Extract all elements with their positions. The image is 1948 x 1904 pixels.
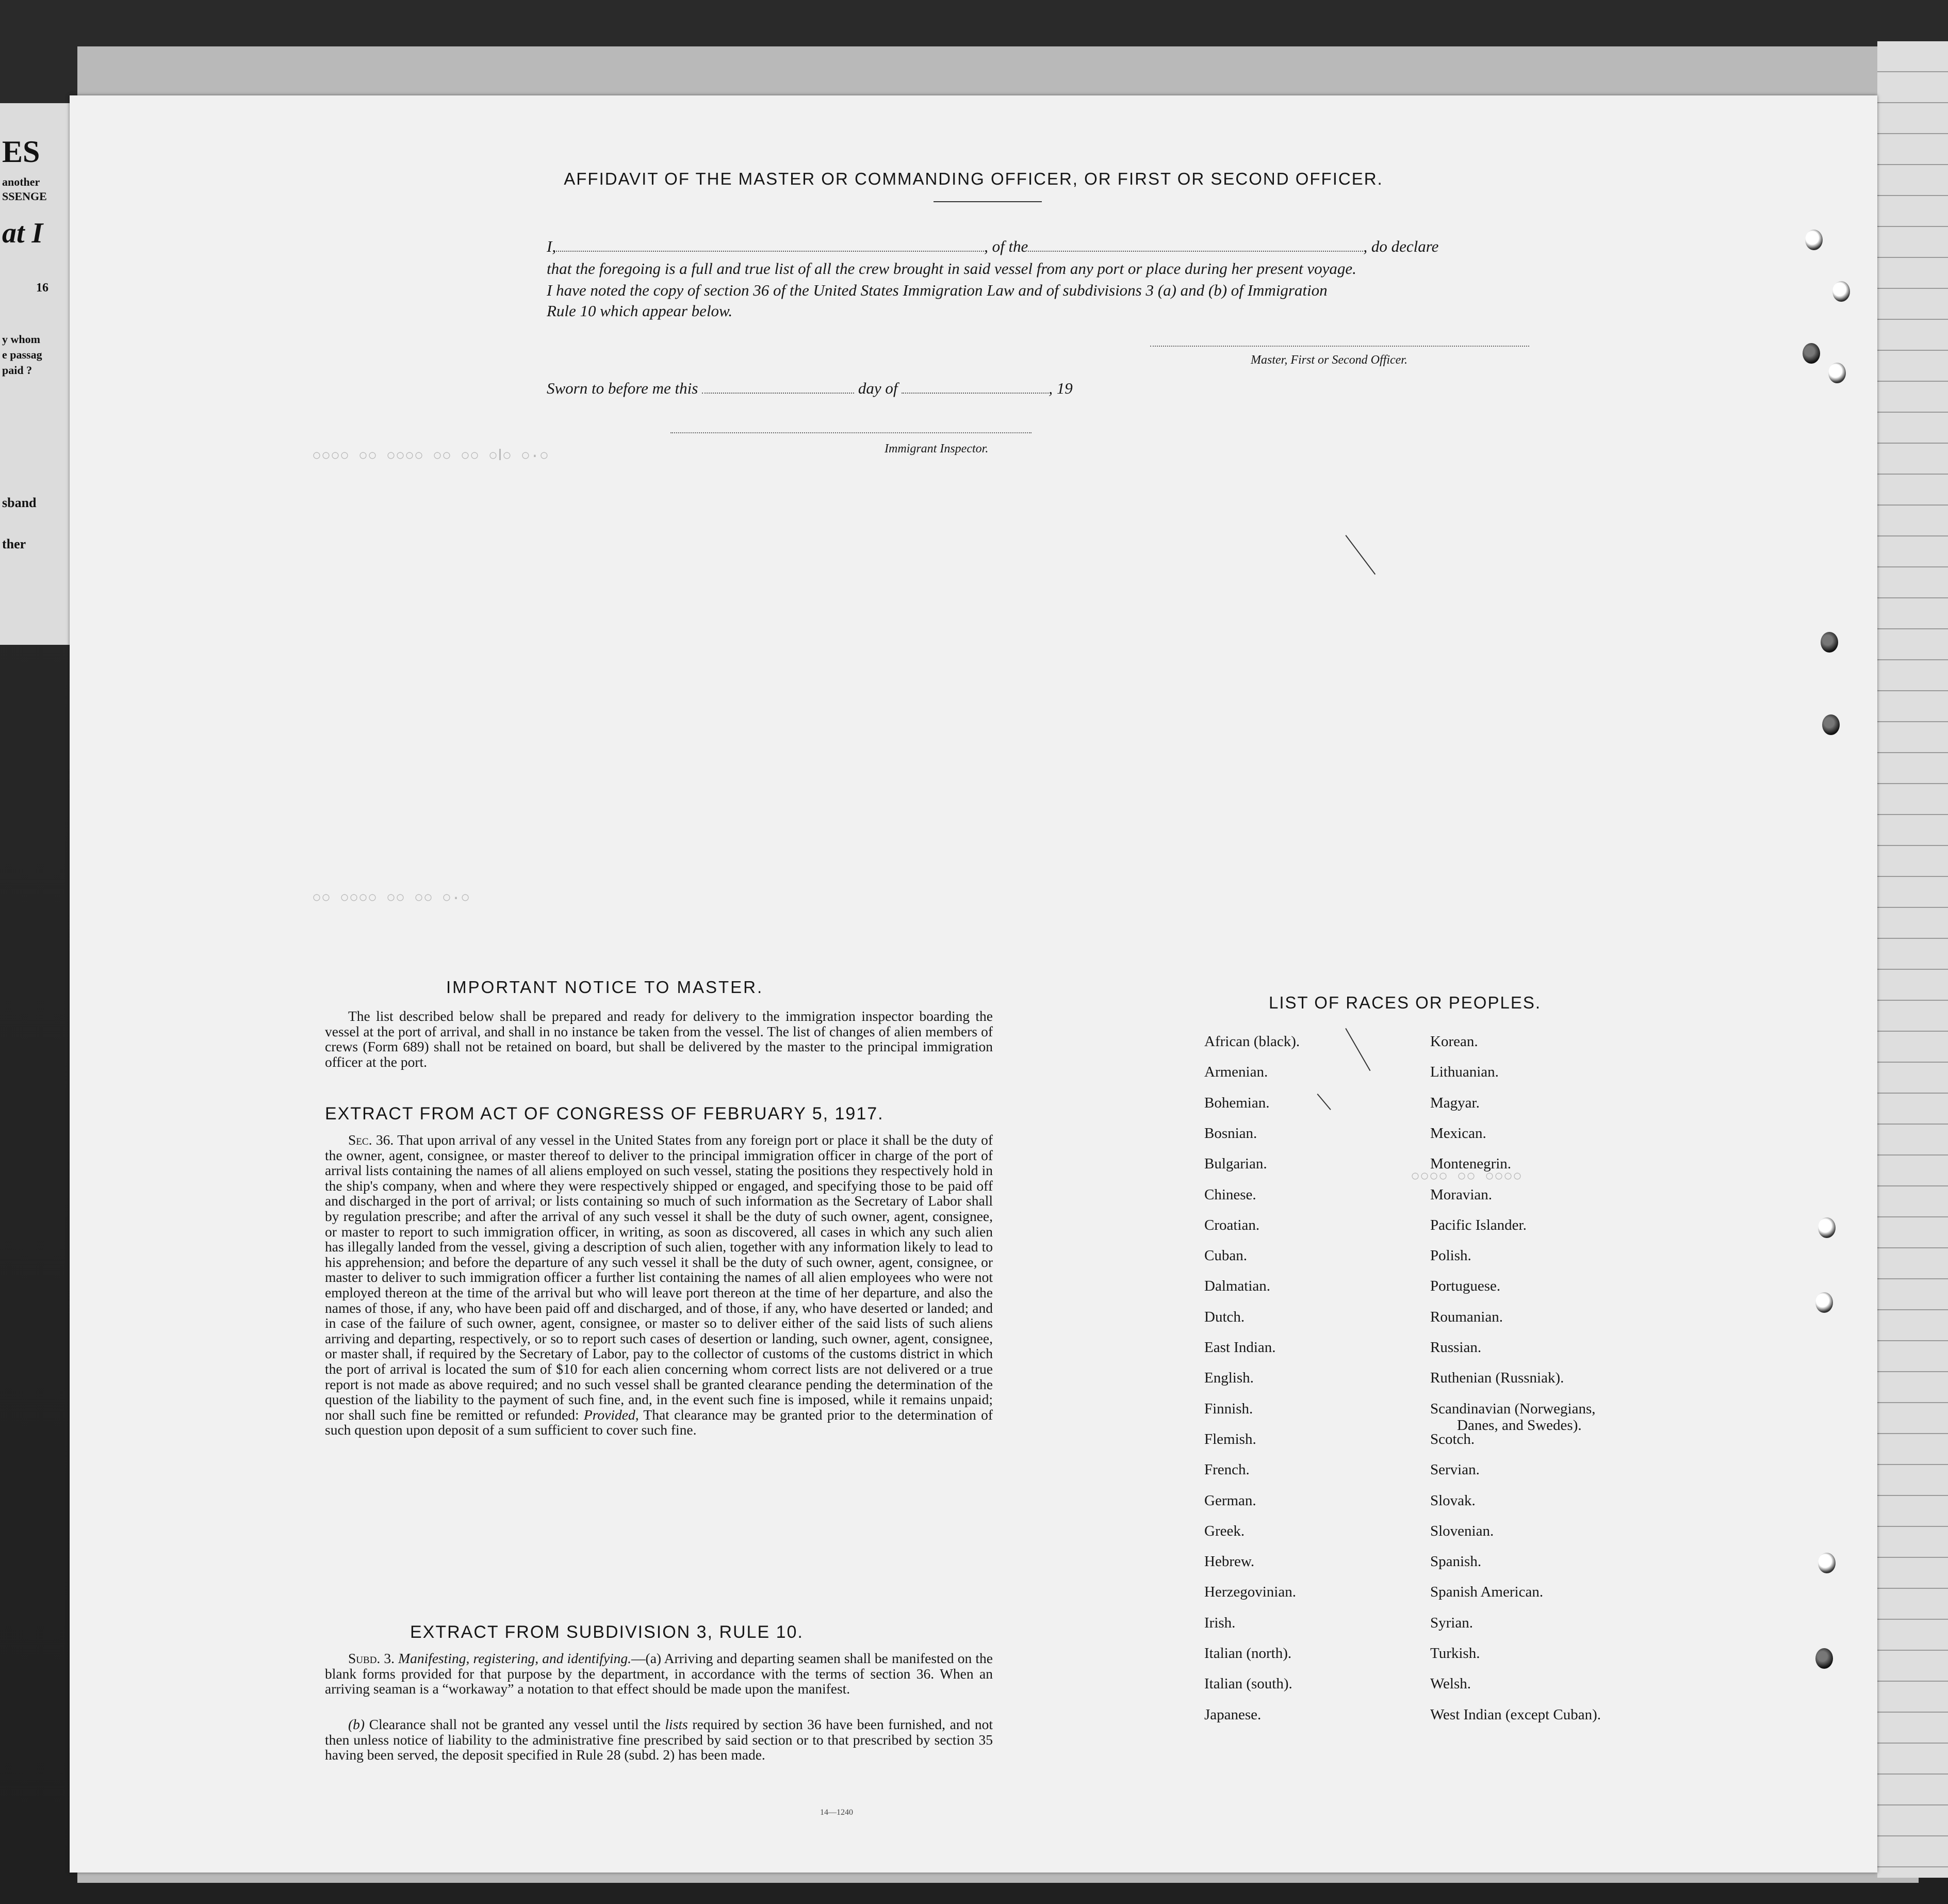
strip-text: paid ?: [2, 364, 32, 377]
race-item: Croatian.: [1204, 1216, 1260, 1233]
race-item: Slovenian.: [1430, 1522, 1494, 1539]
race-item: West Indian (except Cuban).: [1430, 1706, 1601, 1723]
rule10-title: EXTRACT FROM SUBDIVISION 3, RULE 10.: [410, 1622, 804, 1642]
race-item: Bosnian.: [1204, 1125, 1257, 1142]
race-item: Bohemian.: [1204, 1094, 1270, 1111]
act-body: That upon arrival of any vessel in the United States from any foreign port or place it shall be the duty of the owner, agent, consignee, or master thereof to deliver to the principal immigration officer in charge of the port of arrival lists containing the names of all aliens employed on such vessel, stating the positions they respectively hold in the ship's company, when and where they were respectively shipped or engaged, and specifying those to be paid off and discharged in the port of arrival; or lists containing so much of such information as the Secretary of Labor shall by regulation prescribe; and after the arrival of any such vessel it shall be the duty of such owner, agent, consignee, or master to report to such immigration officer, in writing, as soon as discovered, all cases in which any such alien has illegally landed from the vessel, giving a description of such alien, together with any information likely to lead to his apprehension; and before the departure of any such vessel it shall be the duty of such owner, agent, consignee, or master to deliver to such immigration officer a further list containing the names of all alien employees who were not employed thereon at the time of the arrival but who will leave port thereon at the time of her departure, and also the names of those, if any, who have been paid off and discharged, and of those, if any, who have deserted or landed; and in case of the failure of such owner, agent, consignee, or master so to deliver either of the said lists of such aliens arriving and departing, respectively, or so to report such cases of desertion or landing, such owner, agent, consignee, or master shall, if required by the Secretary of Labor, pay to the collector of customs of the customs district in which the port of arrival is located the sum of $10 for each alien concerning whom correct lists are not delivered or a true report is not made as above required; and no such vessel shall be granted clearance pending the determination of the question of the liability to the payment of such fine, and, in the event such fine is imposed, while it remains unpaid; nor shall such fine be remitted or refunded:: [325, 1132, 993, 1423]
race-item: Pacific Islander.: [1430, 1216, 1527, 1233]
strip-text: y whom: [2, 333, 40, 346]
vessel-blank[interactable]: [1028, 251, 1363, 252]
sworn-day-label: day of: [858, 379, 898, 397]
race-item: Dutch.: [1204, 1308, 1245, 1325]
right-adjacent-page-strip: [1877, 41, 1948, 1878]
race-item: Russian.: [1430, 1339, 1482, 1356]
race-item: Magyar.: [1430, 1094, 1480, 1111]
strip-text: another: [2, 175, 40, 188]
declare-end: , do declare: [1363, 237, 1439, 255]
race-item: Montenegrin.: [1430, 1156, 1512, 1173]
notice-text: The list described below shall be prepared and ready for delivery to the immigration inspector boarding the vessel at the port of arrival, and shall in no instance be taken from the vessel. The list of changes of alien members of crews (Form 689) shall not be retained on board, but shall be delivered by the master to the principal immigration officer at the port.: [325, 1008, 993, 1070]
race-item: Greek.: [1204, 1522, 1245, 1539]
inspector-signature-line[interactable]: [670, 432, 1032, 433]
race-item: Bulgarian.: [1204, 1156, 1267, 1173]
subd-b-label: (b): [348, 1716, 365, 1732]
punch-hole: [1805, 230, 1823, 250]
race-item: Korean.: [1430, 1033, 1478, 1050]
race-item: Slovak.: [1430, 1492, 1476, 1509]
race-item: Irish.: [1204, 1614, 1236, 1631]
declaration-line-4: Rule 10 which appear below.: [547, 302, 733, 320]
race-item: Finnish.: [1204, 1400, 1253, 1417]
declaration-line-3: I have noted the copy of section 36 of the United States Immigration Law and of subdivisions 3 (a) and (b) of Immigration: [547, 281, 1328, 299]
race-item: Dalmatian.: [1204, 1278, 1271, 1295]
subd-text-a: —(a) Arriving and departing seamen shall be manifested on the blank forms provided for that purpose by the department, in accordance with the terms of section 36. When an arriving seaman is a “workaway” a notation to that effect should be made upon the manifest.: [325, 1650, 993, 1697]
race-item: Turkish.: [1430, 1645, 1480, 1662]
race-item: Danes, and Swedes).: [1457, 1417, 1582, 1434]
race-item: Portuguese.: [1430, 1278, 1501, 1295]
race-item: Scotch.: [1430, 1430, 1475, 1447]
race-item: Welsh.: [1430, 1675, 1471, 1693]
declaration-line-2: that the foregoing is a full and true list of all the crew brought in said vessel from any port or place during her present voyage.: [547, 259, 1356, 278]
race-item: Italian (north).: [1204, 1645, 1292, 1662]
punch-hole: [1828, 363, 1846, 383]
pen-mark: [1317, 1094, 1331, 1110]
declare-of-the: , of the: [984, 237, 1028, 255]
race-item: English.: [1204, 1370, 1254, 1387]
declaration-line: [547, 237, 1438, 256]
strip-text: ES: [2, 135, 40, 169]
race-item: Japanese.: [1204, 1706, 1262, 1723]
race-item: Moravian.: [1430, 1186, 1492, 1203]
strip-text: e passag: [2, 348, 42, 361]
bleed-through: ○○○○ ○○ ○○○○: [1411, 1168, 1523, 1186]
inspector-signature-caption: Immigrant Inspector.: [885, 442, 989, 455]
race-item: Armenian.: [1204, 1064, 1268, 1081]
race-item: Italian (south).: [1204, 1675, 1292, 1693]
race-item: Hebrew.: [1204, 1553, 1255, 1570]
punch-hole: [1818, 1217, 1836, 1238]
affidavit-title: AFFIDAVIT OF THE MASTER OR COMMANDING OFFICER, OR FIRST OR SECOND OFFICER.: [564, 169, 1383, 188]
punch-hole: [1832, 281, 1850, 302]
bleed-through: ○·○ ○Ⅰ○ ○○ ○○ ○○○○ ○○ ○○○○: [312, 448, 549, 465]
act-provided: Provided,: [583, 1406, 639, 1423]
act-title: EXTRACT FROM ACT OF CONGRESS OF FEBRUARY 5, 1917.: [325, 1104, 884, 1124]
punch-hole: [1818, 1553, 1836, 1573]
declare-i: I,: [547, 237, 556, 255]
sworn-year-label: , 19: [1049, 379, 1073, 397]
subd-label: Subd. 3.: [348, 1650, 395, 1666]
rule10-text-a: [325, 1651, 993, 1697]
race-item: Syrian.: [1430, 1614, 1473, 1631]
sworn-line: [547, 379, 1073, 398]
strip-text: at I: [2, 217, 43, 249]
strip-text: 16: [36, 281, 48, 295]
rule10-text-b: [325, 1717, 993, 1763]
race-item: African (black).: [1204, 1033, 1300, 1050]
race-item: Ruthenian (Russniak).: [1430, 1370, 1564, 1387]
sworn-prefix: Sworn to before me this: [547, 379, 698, 397]
race-item: Chinese.: [1204, 1186, 1256, 1203]
name-blank[interactable]: [556, 251, 984, 252]
strip-text: ther: [2, 536, 26, 551]
punch-hole: [1822, 714, 1840, 735]
race-item: Spanish American.: [1430, 1584, 1544, 1601]
subd-text-b-1: Clearance shall not be granted any vessel until the: [369, 1716, 661, 1732]
master-signature-caption: Master, First or Second Officer.: [1251, 353, 1407, 367]
race-item: German.: [1204, 1492, 1256, 1509]
bleed-through: ○·○ ○○ ○○ ○○○○ ○○: [312, 890, 470, 907]
punch-hole: [1803, 343, 1820, 364]
race-item: Flemish.: [1204, 1430, 1256, 1447]
pen-mark: [1345, 1028, 1370, 1071]
subd-heading: Manifesting, registering, and identifying.: [398, 1650, 632, 1666]
punch-hole: [1821, 632, 1838, 653]
race-item: Lithuanian.: [1430, 1064, 1499, 1081]
strip-text: sband: [2, 495, 37, 510]
act-text: [325, 1132, 993, 1438]
form-code: 14—1240: [820, 1808, 853, 1817]
race-item: Servian.: [1430, 1461, 1480, 1478]
race-item: East Indian.: [1204, 1339, 1276, 1356]
left-adjacent-page-strip: [0, 103, 72, 645]
race-item: Herzegovinian.: [1204, 1584, 1296, 1601]
sworn-month-blank[interactable]: [902, 393, 1049, 394]
race-item: Polish.: [1430, 1247, 1471, 1264]
race-item: Cuban.: [1204, 1247, 1247, 1264]
master-signature-line[interactable]: [1150, 346, 1529, 347]
race-item: Spanish.: [1430, 1553, 1482, 1570]
title-underline: [934, 201, 1042, 202]
races-title: LIST OF RACES OR PEOPLES.: [1269, 993, 1542, 1012]
affidavit-sheet: [70, 95, 1877, 1873]
act-body-end: That clearance may be granted prior to the determination of such question upon deposit of a sum sufficient to cover such fine.: [325, 1406, 993, 1438]
notice-title: IMPORTANT NOTICE TO MASTER.: [446, 978, 764, 997]
subd-text-b-2: required by section 36 have been furnished, and not then unless notice of liability to the administrative fine prescribed by said section or to that prescribed by section 35 having been served, the deposit specified in Rule 28 (subd. 2) has been made.: [325, 1716, 993, 1763]
act-sec-label: Sec. 36.: [348, 1132, 394, 1148]
race-item: French.: [1204, 1461, 1250, 1478]
race-item: Scandinavian (Norwegians,: [1430, 1400, 1596, 1417]
punch-hole: [1815, 1292, 1833, 1313]
sworn-day-blank[interactable]: [702, 393, 854, 394]
race-item: Roumanian.: [1430, 1308, 1503, 1325]
subd-lists-word: lists: [665, 1716, 688, 1732]
strip-text: SSENGE: [2, 190, 47, 203]
pen-mark: [1345, 535, 1376, 575]
punch-hole: [1815, 1648, 1833, 1669]
race-item: Mexican.: [1430, 1125, 1486, 1142]
